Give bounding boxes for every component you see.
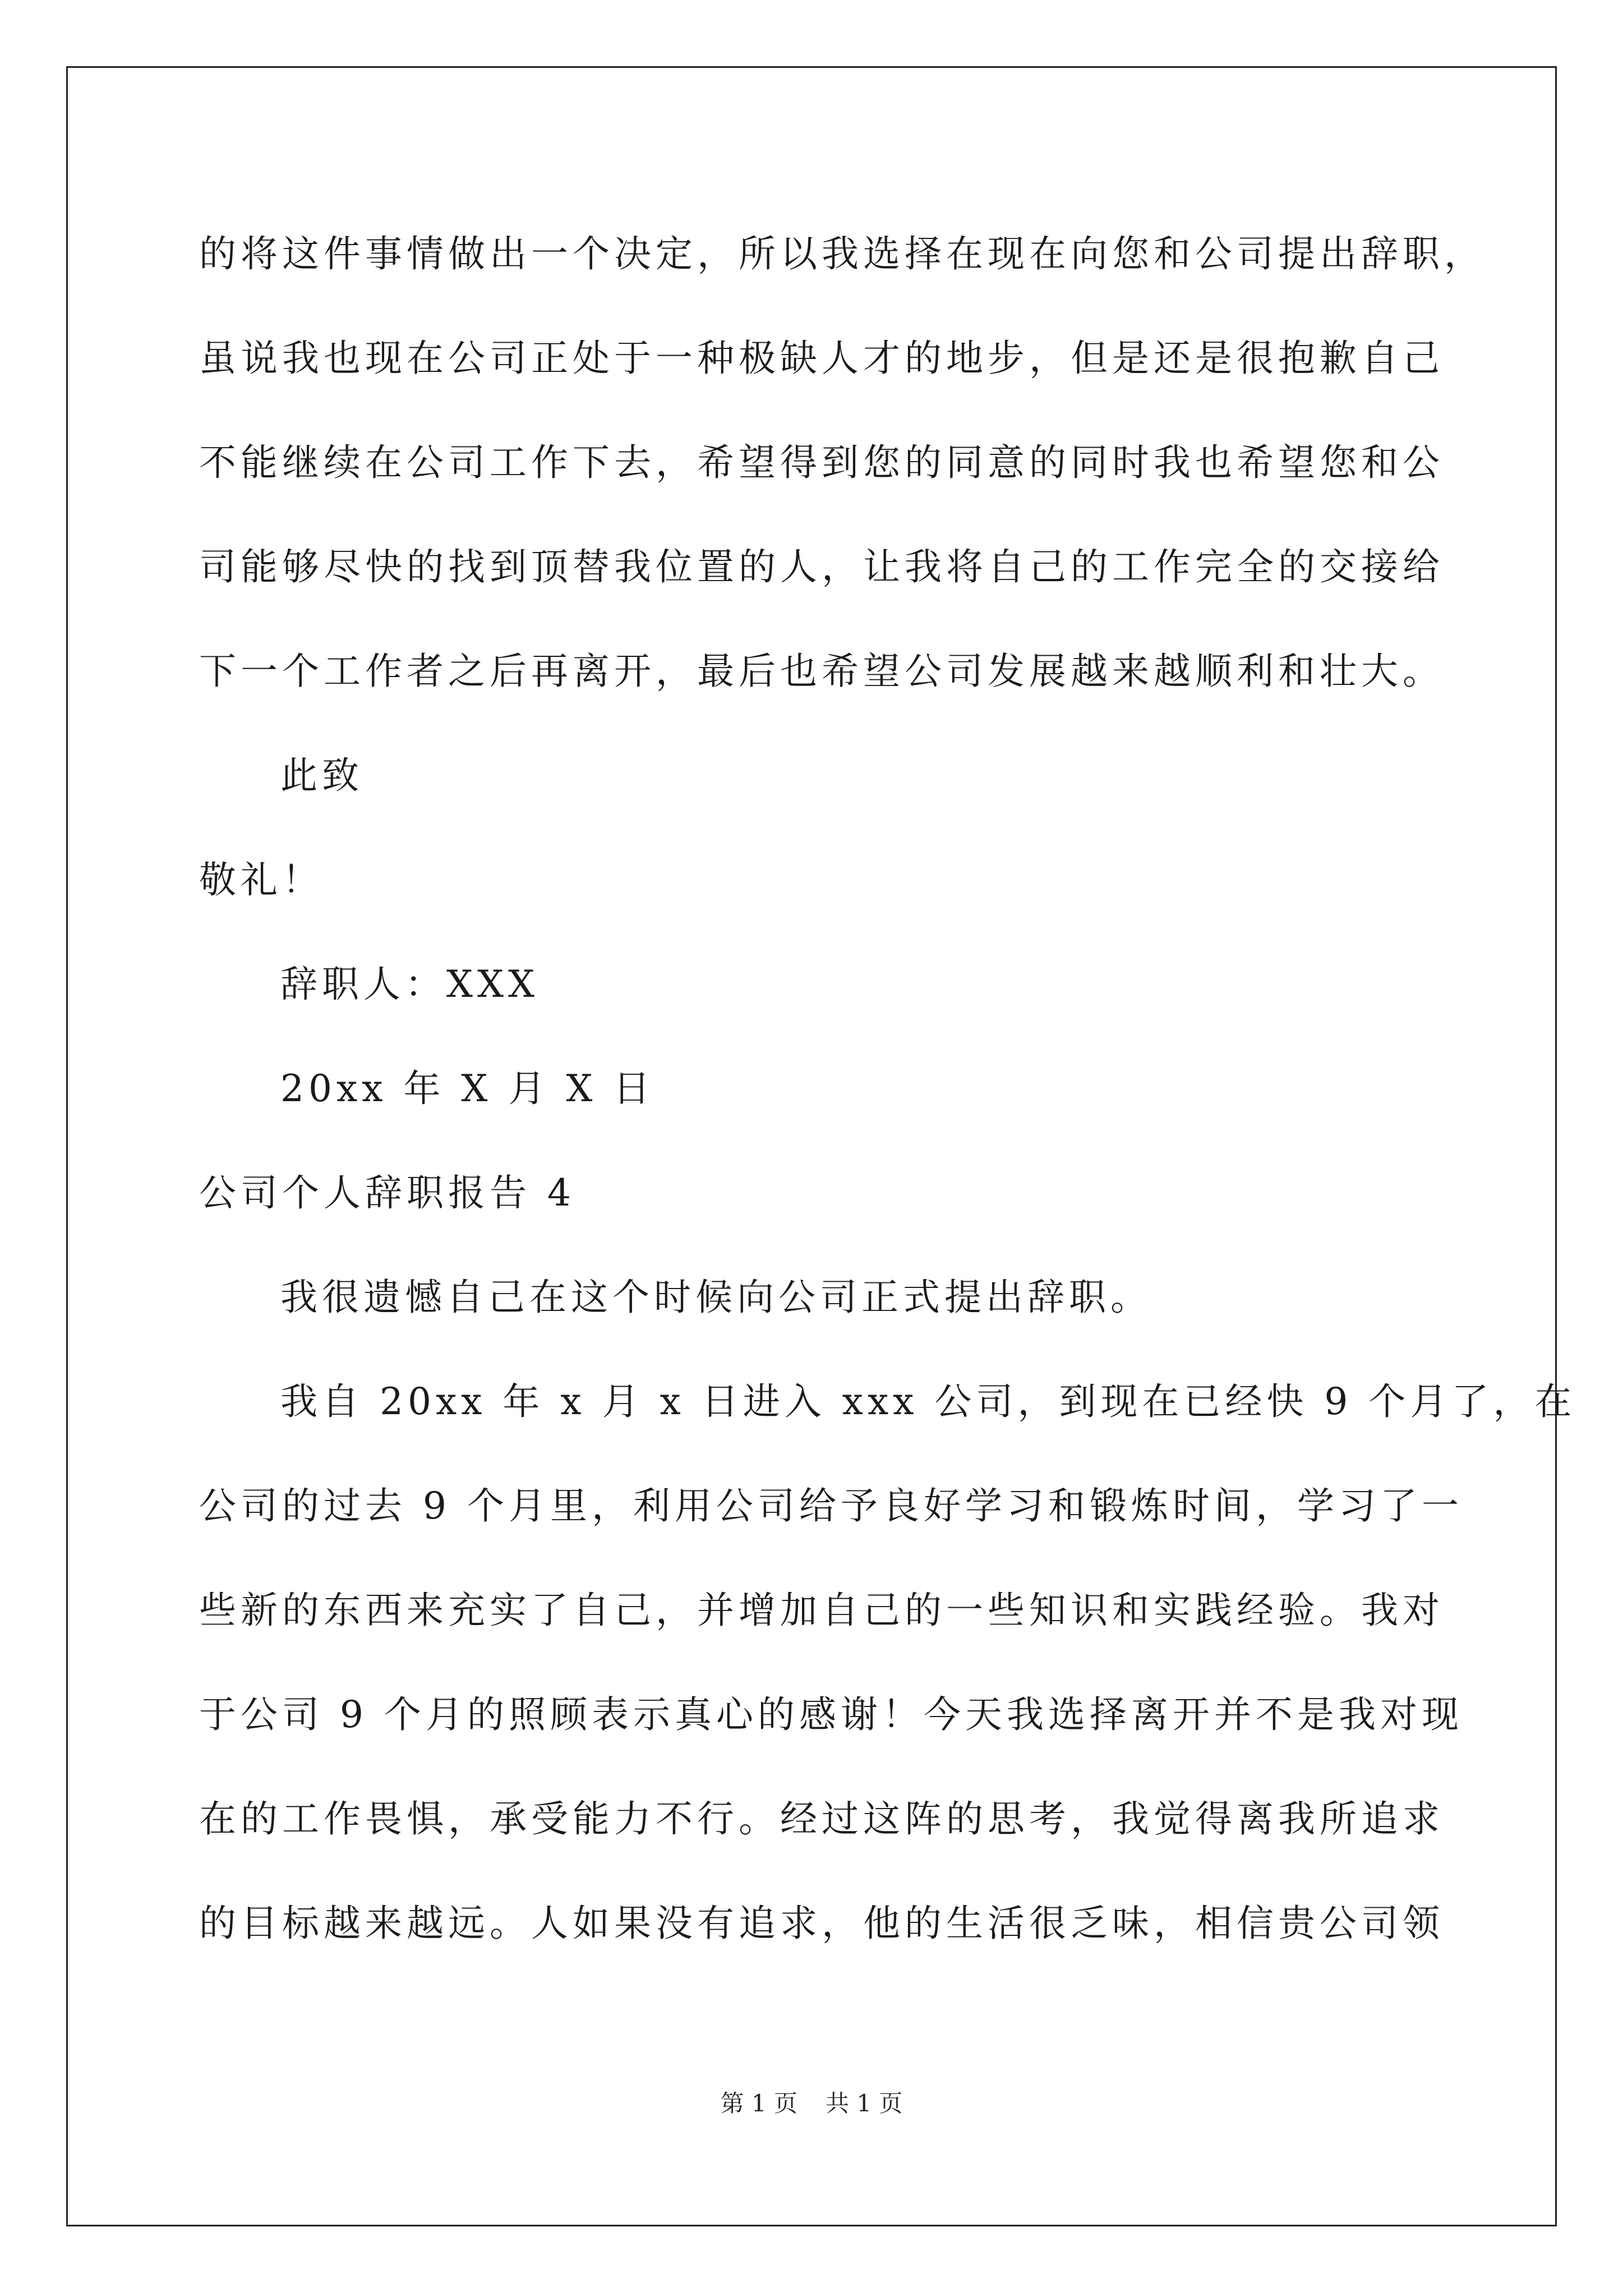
body-line: 司能够尽快的找到顶替我位置的人，让我将自己的工作完全的交接给	[199, 545, 1444, 588]
section-heading: 公司个人辞职报告 4	[199, 1171, 575, 1214]
body-line: 虽说我也现在公司正处于一种极缺人才的地步，但是还是很抱歉自己	[199, 337, 1444, 380]
body-line: 下一个工作者之后再离开，最后也希望公司发展越来越顺利和壮大。	[199, 650, 1444, 693]
paragraph-start: 我自 20xx 年 x 月 x 日进入 xxx 公司，到现在已经快 9 个月了，在	[280, 1380, 1576, 1423]
signature-date: 20xx 年 X 月 X 日	[280, 1067, 655, 1110]
page-total: 共 1 页	[826, 2090, 903, 2117]
body-line: 的目标越来越远。人如果没有追求，他的生活很乏味，相信贵公司领	[199, 1902, 1444, 1945]
salutation-regards: 敬礼！	[199, 858, 324, 901]
salutation-closing: 此致	[280, 754, 363, 797]
body-line: 不能继续在公司工作下去，希望得到您的同意的同时我也希望您和公	[199, 441, 1444, 484]
body-line: 些新的东西来充实了自己，并增加自己的一些知识和实践经验。我对	[199, 1589, 1444, 1632]
body-line: 在的工作畏惧，承受能力不行。经过这阵的思考，我觉得离我所追求	[199, 1797, 1444, 1841]
body-line: 公司的过去 9 个月里，利用公司给予良好学习和锻炼时间，学习了一	[199, 1484, 1463, 1527]
page-number: 第 1 页	[720, 2090, 797, 2117]
letter-body	[199, 202, 1576, 1976]
signature-name: 辞职人：XXX	[280, 963, 539, 1006]
body-line: 的将这件事情做出一个决定，所以我选择在现在向您和公司提出辞职，	[199, 232, 1486, 275]
body-line: 于公司 9 个月的照顾表示真心的感谢！今天我选择离开并不是我对现	[199, 1693, 1463, 1736]
page-footer	[0, 2087, 1623, 2120]
paragraph-start: 我很遗憾自己在这个时候向公司正式提出辞职。	[280, 1276, 1152, 1319]
